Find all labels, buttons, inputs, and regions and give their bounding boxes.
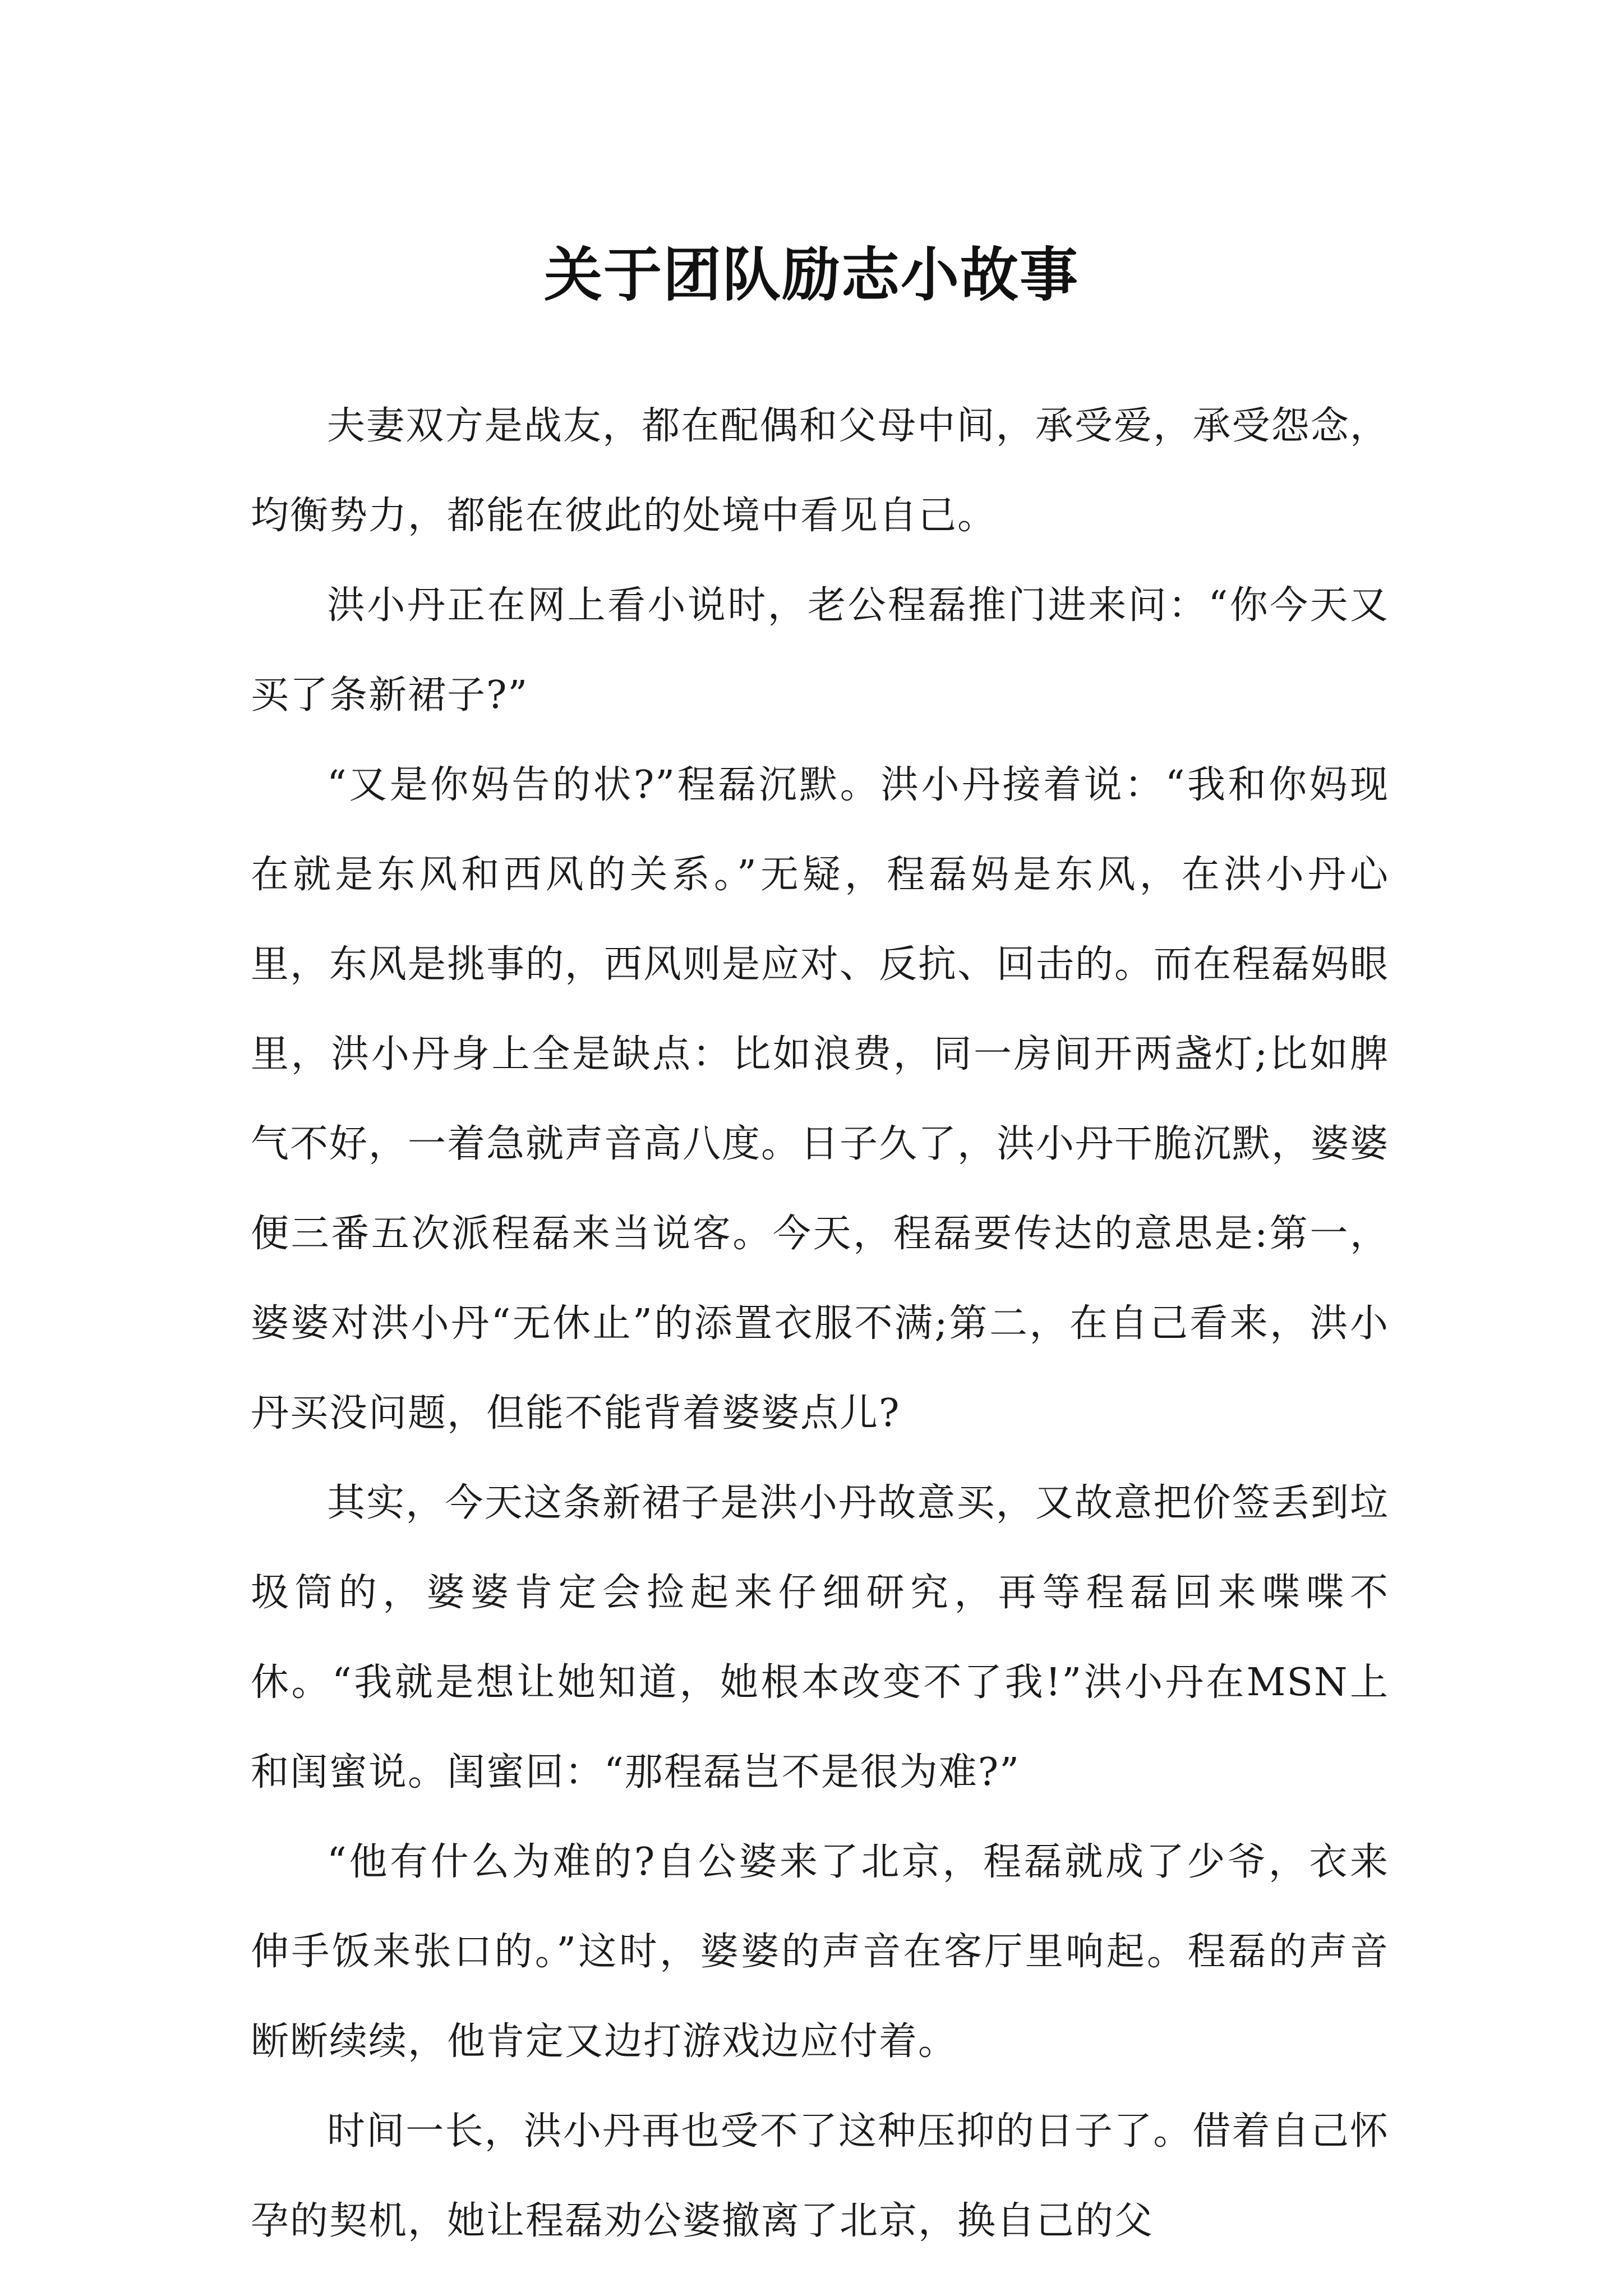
document-body <box>251 381 1389 2266</box>
paragraph: “又是你妈告的状?”程磊沉默。洪小丹接着说：“我和你妈现在就是东风和西风的关系。”无疑，程磊妈是东风，在洪小丹心里，东风是挑事的，西风则是应对、反抗、回击的。而在程磊妈眼里，洪小丹身上全是缺点：比如浪费，同一房间开两盏灯;比如脾气不好，一着急就声音高八度。日子久了，洪小丹干脆沉默，婆婆便三番五次派程磊来当说客。今天，程磊要传达的意思是:第一，婆婆对洪小丹“无休止”的添置衣服不满;第二，在自己看来，洪小丹买没问题，但能不能背着婆婆点儿? <box>251 763 1390 1435</box>
paragraph: 其实，今天这条新裙子是洪小丹故意买，又故意把价签丢到垃圾筒的，婆婆肯定会捡起来仔细研究，再等程磊回来喋喋不休。“我就是想让她知道，她根本改变不了我!”洪小丹在MSN上和闺蜜说。闺蜜回：“那程磊岂不是很为难?” <box>251 1481 1389 1795</box>
paragraph: “他有什么为难的?自公婆来了北京，程磊就成了少爷，衣来伸手饭来张口的。”这时，婆婆的声音在客厅里响起。程磊的声音断断续续，他肯定又边打游戏边应付着。 <box>251 1840 1389 2064</box>
document-title: 关于团队励志小故事 <box>543 240 1079 309</box>
paragraph: 洪小丹正在网上看小说时，老公程磊推门进来问：“你今天又买了条新裙子?” <box>251 583 1390 717</box>
paragraph: 时间一长，洪小丹再也受不了这种压抑的日子了。借着自己怀孕的契机，她让程磊劝公婆撤离了北京，换自己的父 <box>251 2109 1389 2243</box>
paragraph: 夫妻双方是战友，都在配偶和父母中间，承受爱，承受怨念，均衡势力，都能在彼此的处境中看见自己。 <box>251 404 1389 538</box>
